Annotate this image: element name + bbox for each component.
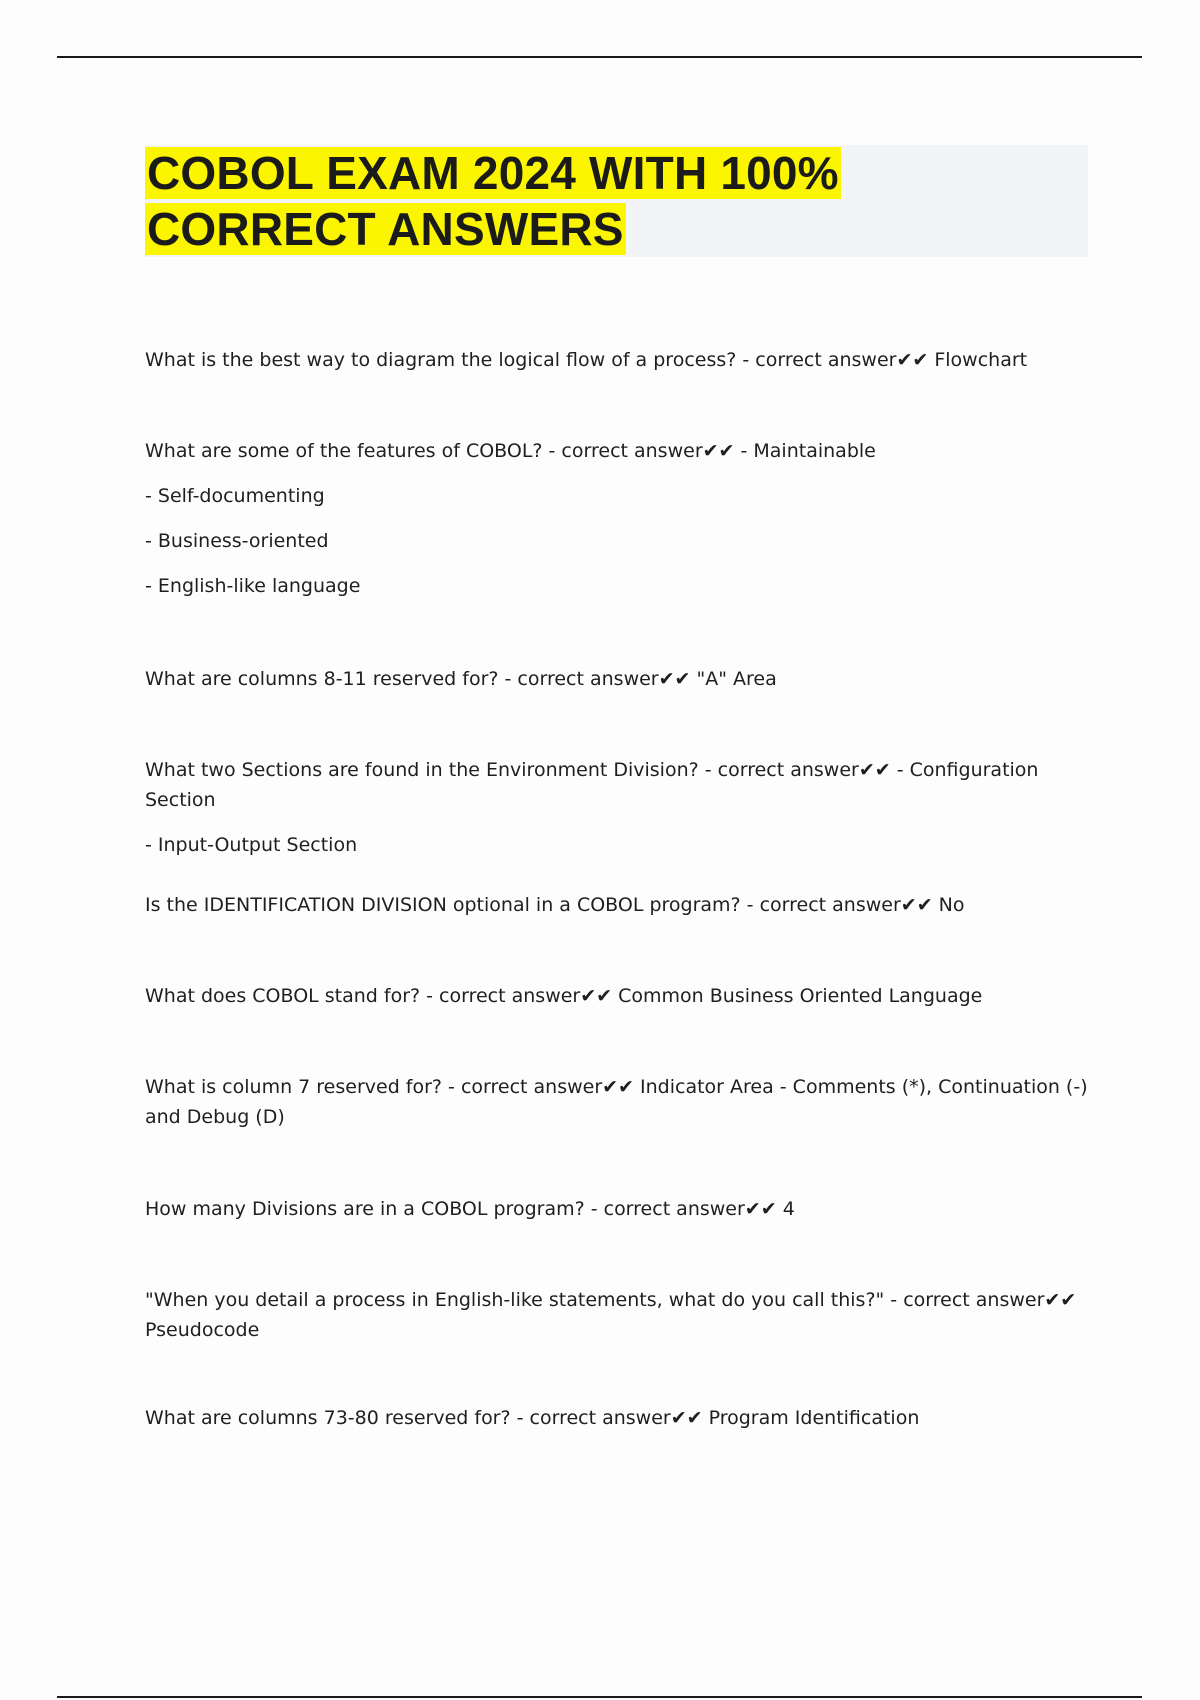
qa-text: What are columns 73-80 reserved for? - correct answer✔✔ Program Identification: [145, 1407, 920, 1429]
qa-item-6: [145, 981, 1095, 1026]
qa-text: - English-like language: [145, 575, 361, 597]
qa-text: How many Divisions are in a COBOL program? - correct answer✔✔ 4: [145, 1198, 795, 1220]
qa-item-2: [145, 436, 1095, 616]
qa-text: What is column 7 reserved for? - correct answer✔✔ Indicator Area - Comments (*), Continuation (-) and Debug (D): [145, 1076, 1088, 1128]
qa-text: - Business-oriented: [145, 530, 329, 552]
qa-text: "When you detail a process in English-like statements, what do you call this?" - correct answer✔✔ Pseudocode: [145, 1289, 1077, 1341]
qa-item-1: [145, 345, 1095, 390]
qa-item-3: [145, 664, 1095, 709]
qa-text: What are columns 8-11 reserved for? - correct answer✔✔ "A" Area: [145, 668, 777, 690]
qa-text: Is the IDENTIFICATION DIVISION optional in a COBOL program? - correct answer✔✔ No: [145, 894, 965, 916]
qa-item-9: [145, 1285, 1095, 1360]
qa-item-5: [145, 890, 1095, 935]
title-block: [145, 145, 1088, 257]
qa-text: What are some of the features of COBOL? - correct answer✔✔ - Maintainable: [145, 440, 876, 462]
title-line-1: COBOL EXAM 2024 WITH 100%: [147, 147, 839, 199]
title-line-2: CORRECT ANSWERS: [147, 203, 624, 255]
qa-item-7: [145, 1072, 1095, 1147]
qa-text: - Input-Output Section: [145, 834, 358, 856]
qa-item-10: [145, 1403, 1095, 1448]
qa-text: What is the best way to diagram the logical flow of a process? - correct answer✔✔ Flowchart: [145, 349, 1028, 371]
qa-item-8: [145, 1194, 1095, 1239]
qa-text: What does COBOL stand for? - correct answer✔✔ Common Business Oriented Language: [145, 985, 983, 1007]
page-title: [145, 145, 1088, 257]
qa-text: - Self-documenting: [145, 485, 325, 507]
footer-rule: [57, 1696, 1142, 1698]
qa-text: What two Sections are found in the Environment Division? - correct answer✔✔ - Configuration Section: [145, 759, 1039, 811]
header-rule: [57, 56, 1142, 58]
qa-item-4: [145, 755, 1095, 875]
